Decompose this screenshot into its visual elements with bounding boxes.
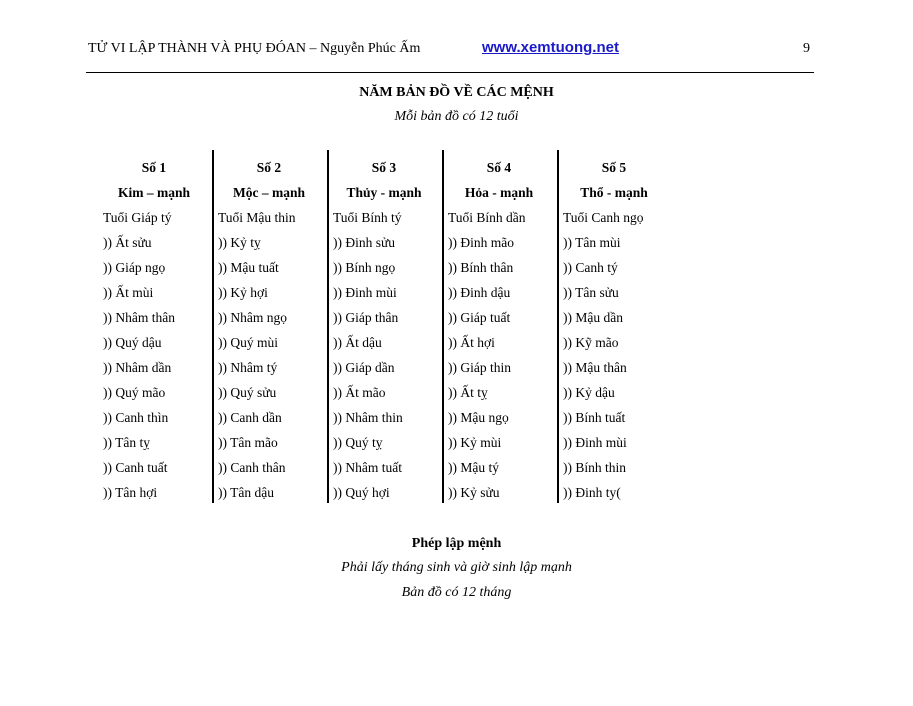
column-name: Mộc – mạnh (233, 185, 305, 200)
table-cell: )) Giáp ngọ (103, 260, 166, 275)
table-cell: )) Ất sửu (103, 235, 152, 250)
header-rule (86, 72, 814, 73)
table-column (443, 150, 558, 503)
table-cell: )) Kỷ mùi (448, 435, 502, 450)
section-line-2: Bản đồ có 12 tháng (401, 585, 512, 600)
column-number: Số 3 (371, 160, 397, 175)
table-cell: )) Bính thin (563, 460, 626, 475)
table-cell: )) Mậu ngọ (448, 410, 509, 425)
table-cell: )) Tân tỵ (103, 435, 150, 450)
table-cell: )) Bính thân (448, 260, 514, 275)
table-cell: )) Nhâm thân (103, 310, 175, 325)
table-cell: )) Đinh dậu (448, 285, 511, 300)
table-cell: )) Canh thân (218, 460, 286, 475)
table-cell: )) Quý tỵ (333, 435, 383, 450)
table-cell: )) Canh tý (563, 260, 618, 275)
table-cell: )) Giáp dần (333, 360, 395, 375)
table-cell: Tuổi Bính tý (333, 210, 402, 225)
table-cell: )) Kỷ sửu (448, 485, 500, 500)
table-cell: )) Canh tuất (103, 460, 168, 475)
table-cell: )) Đinh mùi (563, 435, 627, 450)
column-number: Số 4 (486, 160, 512, 175)
table-cell: )) Giáp thin (448, 360, 511, 375)
table-cell: )) Đinh ty( (563, 485, 621, 500)
table-cell: )) Quý dậu (103, 335, 162, 350)
doc-title: NĂM BẢN ĐỒ VỀ CÁC MỆNH (359, 85, 554, 100)
section-title: Phép lập mệnh (411, 536, 502, 551)
column-number: Số 2 (256, 160, 282, 175)
table-cell: )) Kỷ tỵ (218, 235, 261, 250)
header-site-link[interactable]: www.xemtuong.net (482, 39, 619, 56)
table-cell: )) Mậu tý (448, 460, 499, 475)
table-cell: Tuổi Giáp tý (103, 210, 172, 225)
table-cell: )) Nhâm tý (218, 360, 278, 375)
table-cell: )) Canh thìn (103, 410, 169, 425)
table-cell: Tuổi Canh ngọ (563, 210, 644, 225)
table-column (98, 150, 213, 503)
table-cell: Tuổi Mậu thin (218, 210, 296, 225)
table-cell: )) Tân hợi (103, 485, 158, 500)
column-name: Hỏa - mạnh (464, 185, 534, 200)
table-cell: )) Bính ngọ (333, 260, 396, 275)
table-cell: )) Giáp thân (333, 310, 399, 325)
table-cell: )) Nhâm tuất (333, 460, 402, 475)
table-cell: )) Nhâm dần (103, 360, 172, 375)
table-cell: )) Ất hợi (448, 335, 495, 350)
table-cell: )) Quý sửu (218, 385, 277, 400)
table-cell: )) Giáp tuất (448, 310, 511, 325)
table-cell: )) Tân mùi (563, 235, 621, 250)
table-cell: )) Kỷ dậu (563, 385, 615, 400)
table-column (213, 150, 328, 503)
table-column (328, 150, 443, 503)
table-cell: )) Nhâm thin (333, 410, 403, 425)
section-line-1: Phải lấy tháng sinh và giờ sinh lập mạnh (341, 560, 572, 575)
page-header (88, 41, 810, 61)
table-cell: )) Đinh mùi (333, 285, 397, 300)
table-cell: )) Ất dậu (333, 335, 382, 350)
table-cell: )) Canh dần (218, 410, 282, 425)
table-cell: )) Bính tuất (563, 410, 626, 425)
table-cell: )) Nhâm ngọ (218, 310, 287, 325)
table-cell: Tuổi Bính dần (448, 210, 526, 225)
column-number: Số 5 (601, 160, 627, 175)
table-cell: )) Đinh mão (448, 235, 514, 250)
table-cell: )) Mậu thân (563, 360, 627, 375)
table-cell: )) Quý mùi (218, 335, 278, 350)
table-cell: )) Tân mão (218, 435, 278, 450)
column-name: Kim – mạnh (117, 185, 190, 200)
table-cell: )) Kỹ mão (563, 335, 619, 350)
table-cell: )) Mậu dần (563, 310, 623, 325)
table-column (558, 150, 673, 503)
table-cell: )) Quý mão (103, 385, 166, 400)
column-number: Số 1 (141, 160, 167, 175)
table-cell: )) Kỷ hợi (218, 285, 268, 300)
table-cell: )) Đinh sửu (333, 235, 396, 250)
table-cell: )) Mậu tuất (218, 260, 279, 275)
table-cell: )) Ất tỵ (448, 385, 488, 400)
table-cell: )) Tân sửu (563, 285, 619, 300)
column-name: Thủy - mạnh (346, 185, 422, 200)
doc-subtitle: Mỗi bản đồ có 12 tuổi (394, 109, 519, 124)
table-cell: )) Tân dậu (218, 485, 274, 500)
table-cell: )) Ất mão (333, 385, 386, 400)
table-cell: )) Ất mùi (103, 285, 154, 300)
table-cell: )) Quý hợi (333, 485, 390, 500)
column-name: Thổ - mạnh (580, 185, 648, 200)
page-number: 9 (803, 41, 810, 56)
header-title: TỬ VI LẬP THÀNH VÀ PHỤ ĐÓAN – Nguyễn Phúc Ấm (88, 41, 421, 56)
